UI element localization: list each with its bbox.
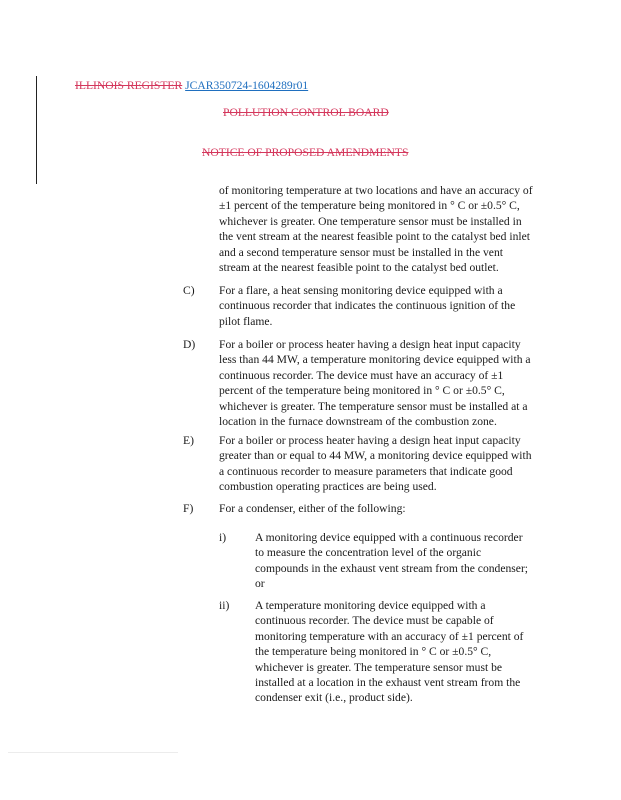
register-title-struck: ILLINOIS REGISTER — [75, 79, 183, 92]
board-title: POLLUTION CONTROL BOARD — [223, 106, 389, 119]
item-label-d: D) — [183, 338, 196, 351]
item-label-c: C) — [183, 284, 195, 297]
register-header — [75, 79, 308, 92]
item-text-d: For a boiler or process heater having a design heat input capacity less than 44 MW, a temperature monitoring device equipped with a continuous recorder. The device must have an accuracy of ±1 percent of the temperature being monitored in ° C or ±0.5° C, whichever is greater. The temperature sensor must be installed at a location in the furnace downstream of the combustion zone. — [219, 338, 531, 429]
subitem-text-i: A monitoring device equipped with a continuous recorder to measure the concentration level of the organic compounds in the exhaust vent stream from the condenser; or — [255, 531, 529, 591]
item-text-c: For a flare, a heat sensing monitoring device equipped with a continuous recorder that indicates the continuous ignition of the pilot flame. — [219, 284, 516, 328]
revision-margin-bar — [36, 76, 37, 184]
item-label-f: F) — [183, 502, 194, 515]
item-text-f: For a condenser, either of the following: — [219, 502, 406, 515]
subitem-label-i: i) — [219, 531, 227, 544]
subitem-label-ii: ii) — [219, 599, 230, 612]
item-text-e: For a boiler or process heater having a design heat input capacity greater than or equal to 44 MW, a monitoring device equipped with a continuous recorder to measure parameters that indicate good combustion operating practices are being used. — [219, 434, 532, 494]
item-label-e: E) — [183, 434, 194, 447]
subitem-text-ii: A temperature monitoring device equipped with a continuous recorder. The device must be capable of monitoring temperature with an accuracy of ±1 percent of the temperature being monitored in ° C or ±0.5° C, whichever is greater. The temperature sensor must be installed at a location in the exhaust vent stream from the condenser exit (i.e., product side). — [255, 599, 524, 705]
register-document-id-link[interactable]: JCAR350724-1604289r01 — [185, 79, 309, 92]
footer-rule — [8, 752, 178, 753]
continuation-paragraph: of monitoring temperature at two locations and have an accuracy of ±1 percent of the temperature being monitored in ° C or ±0.5° C, whichever is greater. One temperature sensor must be installed in the vent stream at the nearest feasible point to the catalyst bed inlet and a second temperature sensor must be installed in the vent stream at the nearest feasible point to the catalyst bed outlet. — [219, 184, 533, 275]
notice-title: NOTICE OF PROPOSED AMENDMENTS — [202, 146, 409, 159]
